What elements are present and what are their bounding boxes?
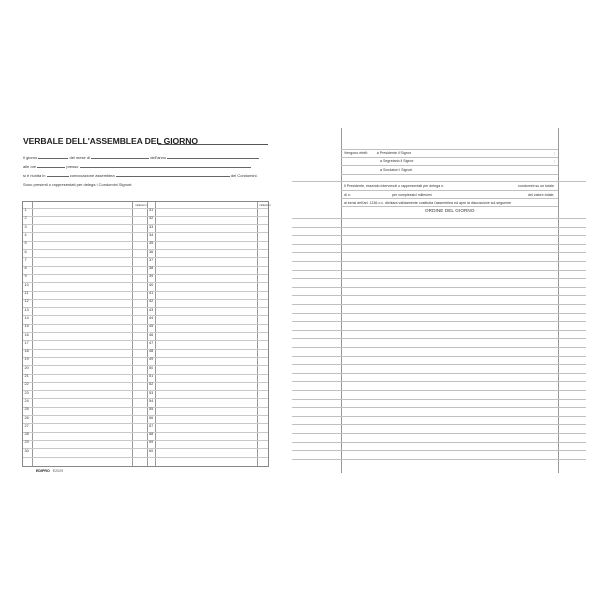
ruled-line[interactable] [292, 270, 586, 271]
convocation-line [23, 173, 258, 178]
row-number: 36 [149, 249, 154, 254]
time-field[interactable] [37, 164, 65, 168]
table-row-divider [23, 423, 268, 424]
row-number: 55 [149, 407, 154, 412]
millesimi-header-right: millesimi [259, 203, 271, 207]
row-number: 10 [24, 282, 29, 287]
row-number: 30 [24, 448, 29, 453]
ruled-line[interactable] [341, 198, 558, 199]
row-number: 47 [149, 340, 154, 345]
ruled-line[interactable] [341, 190, 558, 191]
row-number: 50 [149, 365, 154, 370]
row-number: 59 [149, 440, 154, 445]
row-number: 8 [24, 266, 27, 271]
ruled-line[interactable] [341, 149, 558, 150]
day-label: Il giorno [23, 155, 38, 160]
table-row-divider [23, 357, 268, 358]
table-row-divider [23, 208, 268, 209]
row-number: 54 [149, 398, 154, 403]
table-row-divider [23, 432, 268, 433]
row-number: 53 [149, 390, 154, 395]
row-number: 51 [149, 374, 154, 378]
ruled-line[interactable] [292, 450, 586, 451]
meeting-date-line [23, 155, 259, 160]
row-number: 38 [149, 266, 154, 271]
row-number: 17 [24, 340, 29, 345]
row-number: 58 [149, 432, 154, 437]
millesimi-header-left: millesimi [135, 203, 147, 207]
ruled-line[interactable] [292, 433, 586, 434]
elected-line [344, 151, 411, 155]
ruled-line[interactable] [292, 235, 586, 236]
row-number: 4 [24, 232, 27, 237]
row-number: 31 [149, 208, 154, 212]
table-row-divider [23, 398, 268, 399]
row-number: 48 [149, 349, 154, 354]
ruled-line[interactable] [341, 157, 558, 158]
ruled-line[interactable] [292, 330, 586, 331]
table-row-divider [23, 390, 268, 391]
row-number: 13 [24, 307, 29, 312]
ruled-line[interactable] [292, 181, 586, 182]
ruled-line[interactable] [292, 381, 586, 382]
place-field[interactable] [80, 164, 251, 168]
table-row-divider [23, 457, 268, 458]
ruled-line[interactable] [292, 244, 586, 245]
row-number: 44 [149, 315, 154, 320]
table-row-divider [23, 274, 268, 275]
ruled-line[interactable] [292, 295, 586, 296]
time-label: alle ore [23, 164, 37, 169]
left-page [18, 128, 270, 473]
row-number: 40 [149, 282, 154, 287]
total-value-label: del valore totale, [528, 193, 555, 197]
table-row-divider [23, 307, 268, 308]
total-label: condomini su un totale [518, 184, 554, 188]
ruled-line[interactable] [292, 356, 586, 357]
row-number: 23 [24, 390, 29, 395]
ruled-line[interactable] [292, 442, 586, 443]
row-number: 3 [24, 224, 27, 229]
row-number: 26 [24, 415, 29, 420]
ruled-line[interactable] [292, 321, 586, 322]
table-row-divider [23, 324, 268, 325]
table-row-divider [23, 415, 268, 416]
row-number: 24 [24, 398, 29, 403]
table-row-divider [23, 224, 268, 225]
ruled-line[interactable] [292, 424, 586, 425]
right-page: Vengono eletti: a Presidente il Signor ; a Segretario il Signor ; a Scrutatori i Signori Il Presidente, essendo intervenuti o rappresentati per delega n. condomini su un totale di n. per complessivi millesimi del valore totale, ai sensi dell'art. 1136 c.c. dichiara validamente costituita l'assemblea ed apre la discussione sul seguente ORDINE DEL GIORNO [292, 128, 586, 473]
table-row-divider [23, 374, 268, 375]
year-field[interactable] [167, 155, 259, 159]
ruled-line[interactable] [292, 313, 586, 314]
row-number: 33 [149, 224, 154, 229]
president-label: a Presidente il Signor [376, 151, 411, 155]
row-number: 2 [24, 216, 27, 221]
row-number: 42 [149, 299, 154, 304]
table-row-divider [23, 382, 268, 383]
ruled-line[interactable] [292, 407, 586, 408]
ruled-line[interactable] [292, 252, 586, 253]
table-row-divider [23, 291, 268, 292]
place-label: presso [66, 164, 79, 169]
millesimi-label: per complessivi millesimi [392, 193, 432, 197]
table-row-divider [23, 349, 268, 350]
attendance-table [22, 201, 269, 467]
row-number: 14 [24, 315, 29, 320]
row-number: 27 [24, 423, 29, 428]
year-label: dell'anno [150, 155, 167, 160]
secretary-label: a Segretario il Signor [380, 159, 414, 163]
row-number: 20 [24, 365, 29, 370]
validity-statement: ai sensi dell'art. 1136 c.c. dichiara validamente costituita l'assemblea ed apre la discussione sul seguente [344, 201, 512, 205]
row-number: 1 [24, 208, 27, 212]
table-row-divider [23, 315, 268, 316]
table-row-divider [23, 407, 268, 408]
row-number: 25 [24, 407, 29, 412]
month-label: del mese di [69, 155, 90, 160]
table-row-divider [23, 340, 268, 341]
row-number: 35 [149, 241, 154, 246]
condomini-label: dei Condomini. [230, 173, 258, 178]
row-number: 9 [24, 274, 27, 279]
table-row-divider [23, 241, 268, 242]
row-number: 28 [24, 432, 29, 437]
scrutineers-label: a Scrutatori i Signori [380, 168, 413, 172]
ruled-line[interactable] [292, 364, 586, 365]
count-label: di n. [344, 193, 351, 197]
assembly-label: convocazione assemblea [69, 173, 115, 178]
ruled-line[interactable] [341, 174, 558, 175]
attendance-count-label: Il Presidente, essendo intervenuti o rappresentati per delega n. [344, 184, 445, 188]
row-number: 6 [24, 249, 27, 254]
form-code: E2029 [52, 469, 64, 473]
ruled-line[interactable] [341, 206, 558, 207]
table-row-divider [23, 249, 268, 250]
ruled-line[interactable] [292, 399, 586, 400]
ruled-line[interactable] [292, 304, 586, 305]
table-row-divider [23, 448, 268, 449]
table-row-divider [23, 282, 268, 283]
row-number: 56 [149, 415, 154, 420]
ruled-line[interactable] [341, 165, 558, 166]
meeting-time-line [23, 164, 251, 169]
table-row-divider [23, 257, 268, 258]
date-blank-line[interactable] [158, 144, 268, 145]
table-row-divider [23, 266, 268, 267]
row-number: 41 [149, 291, 154, 295]
convocation-label: si è riunita in [23, 173, 46, 178]
ruled-line[interactable] [292, 278, 586, 279]
table-row-divider [23, 299, 268, 300]
row-number: 16 [24, 332, 29, 337]
row-number: 19 [24, 357, 29, 362]
condominium-field[interactable] [116, 173, 230, 177]
ruled-line[interactable] [292, 227, 586, 228]
row-number: 52 [149, 382, 154, 387]
row-number: 34 [149, 232, 154, 237]
publisher-logo: EDIPRO E2029 [36, 469, 64, 473]
row-number: 7 [24, 257, 27, 262]
ruled-line[interactable] [292, 218, 586, 219]
row-number: 45 [149, 324, 154, 329]
table-row-divider [23, 232, 268, 233]
month-field[interactable] [91, 155, 149, 159]
row-number: 49 [149, 357, 154, 362]
row-number: 57 [149, 423, 154, 428]
table-row-divider [23, 216, 268, 217]
table-row-divider [23, 332, 268, 333]
row-number: 60 [149, 448, 154, 453]
row-number: 5 [24, 241, 27, 246]
day-field[interactable] [38, 155, 68, 159]
ruled-line[interactable] [292, 390, 586, 391]
row-number: 29 [24, 440, 29, 445]
row-number: 43 [149, 307, 154, 312]
row-number: 22 [24, 382, 29, 387]
row-number: 12 [24, 299, 29, 304]
ruled-line[interactable] [292, 287, 586, 288]
row-number: 39 [149, 274, 154, 279]
row-number: 18 [24, 349, 29, 354]
document-title: VERBALE DELL'ASSEMBLEA DEL GIORNO [23, 136, 198, 146]
row-number: 32 [149, 216, 154, 221]
ruled-line[interactable] [292, 261, 586, 262]
convocation-field[interactable] [47, 173, 69, 177]
table-row-divider [23, 440, 268, 441]
row-number: 46 [149, 332, 154, 337]
row-number: 21 [24, 374, 29, 378]
table-row-divider [23, 365, 268, 366]
ruled-line[interactable] [292, 347, 586, 348]
row-number: 37 [149, 257, 154, 262]
ruled-line[interactable] [292, 459, 586, 460]
row-number: 11 [24, 291, 29, 295]
ruled-line[interactable] [292, 416, 586, 417]
elected-label: Vengono eletti: [344, 151, 368, 155]
present-owners-line: Sono presenti o rappresentati per delega i Condomini Signori: [23, 182, 133, 187]
ruled-line[interactable] [292, 338, 586, 339]
ruled-line[interactable] [292, 373, 586, 374]
row-number: 15 [24, 324, 29, 329]
agenda-title: ORDINE DEL GIORNO [425, 208, 475, 213]
